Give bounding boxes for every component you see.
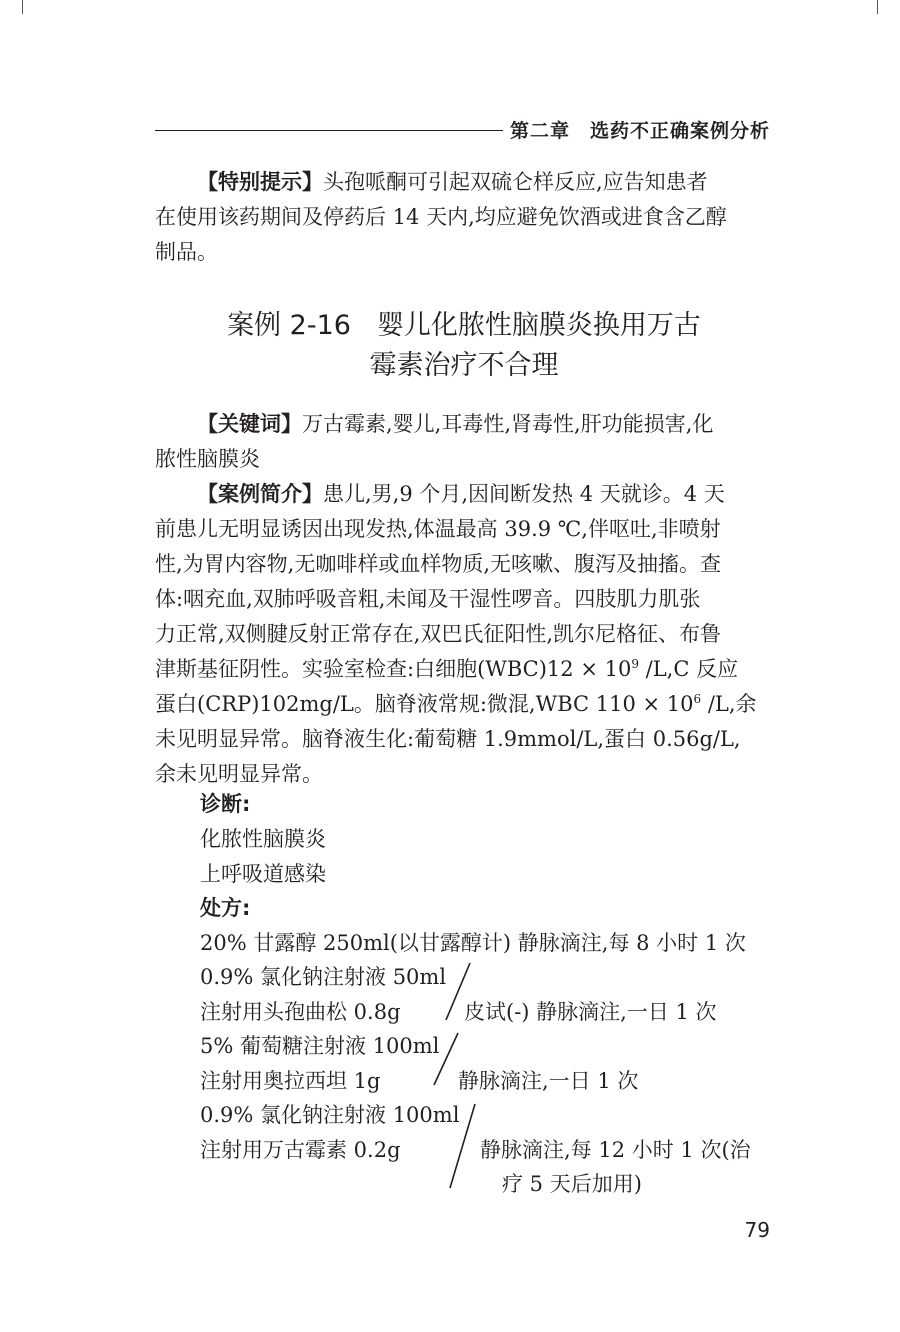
case-number: 案例 2-16 <box>227 310 351 341</box>
prescription-label: 处方: <box>200 896 251 920</box>
prescription-drug: 注射用奥拉西坦 1g <box>200 1069 381 1093</box>
prescription-usage-continued: 疗 5 天后加用) <box>502 1172 642 1196</box>
prescription-solvent: 0.9% 氯化钠注射液 50ml <box>200 965 447 989</box>
special-tip-label: 【特别提示】 <box>197 170 323 194</box>
diagnosis-label: 诊断: <box>200 792 251 816</box>
special-tip-paragraph: 【特别提示】头孢哌酮可引起双硫仑样反应,应告知患者 在使用该药期间及停药后 14 天内,均应避免饮酒或进食含乙醇 制品。 <box>155 170 727 264</box>
prescription-drug: 注射用万古霉素 0.2g <box>200 1138 401 1162</box>
page-number: 79 <box>744 1218 770 1242</box>
keywords-label: 【关键词】 <box>197 412 302 436</box>
prescription-usage: 静脉滴注,每 12 小时 1 次(治 <box>480 1138 751 1162</box>
prescription-solvent: 0.9% 氯化钠注射液 100ml <box>200 1103 460 1127</box>
prescription-drug: 注射用头孢曲松 0.8g <box>200 1000 401 1024</box>
case-summary-label: 【案例简介】 <box>197 482 323 506</box>
case-summary-paragraph: 【案例简介】患儿,男,9 个月,因间断发热 4 天就诊。4 天 前患儿无明显诱因出现发热,体温最高 39.9 ℃,伴呕吐,非喷射 性,为胃内容物,无咖啡样或血样物质,无咳嗽、腹泻及抽搐。查 体:咽充血,双肺呼吸音粗,未闻及干湿性啰音。四肢肌力肌张 力正常,双侧腱反射正常存在,双巴氏征阳性,凯尔尼格征、布鲁 津斯基征阴性。实验室检查:白细胞$(WBC)12 \times 10^9$ /L,C 反应 蛋白(CRP)102mg/L。脑脊液常规:微混,WBC $110 \times 10^6$ /L,余 未见明显异常。脑脊液生化:葡萄糖 1.9mmol/L,蛋白 0.56g/L, 余未见明显异常。 <box>155 482 757 786</box>
case-title-line2: 霉素治疗不合理 <box>369 350 559 381</box>
prescription-usage: 皮试(-) 静脉滴注,一日 1 次 <box>464 1000 717 1024</box>
prescription-item-mannitol: 20% 甘露醇 250ml(以甘露醇计) 静脉滴注,每 8 小时 1 次 <box>200 931 746 955</box>
prescription-usage: 静脉滴注,一日 1 次 <box>458 1069 639 1093</box>
keywords-paragraph: 【关键词】万古霉素,婴儿,耳毒性,肾毒性,肝功能损害,化 脓性脑膜炎 <box>155 412 714 471</box>
prescription-solvent: 5% 葡萄糖注射液 100ml <box>200 1034 440 1058</box>
chapter-label: 第二章 <box>509 120 570 142</box>
section-title: 选药不正确案例分析 <box>589 120 770 142</box>
diagnosis-item: 化脓性脑膜炎 <box>200 827 326 851</box>
diagnosis-item: 上呼吸道感染 <box>200 862 326 886</box>
case-title-line1: 婴儿化脓性脑膜炎换用万古 <box>376 310 701 341</box>
